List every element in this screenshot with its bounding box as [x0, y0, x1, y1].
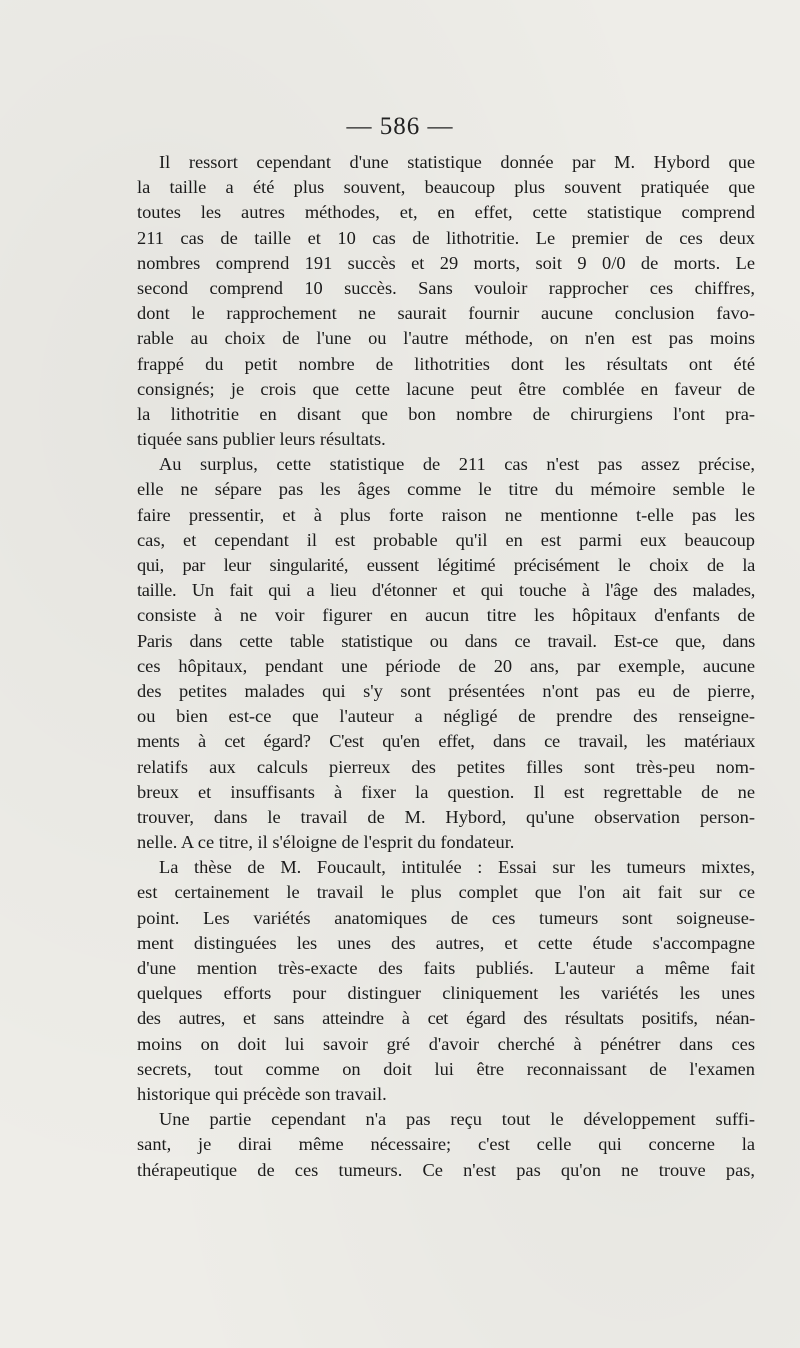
- text-line: la lithotritie en disant que bon nombre de chirurgiens l'ont pra-: [137, 403, 755, 424]
- text-line: secrets, tout comme on doit lui être reconnaissant de l'examen: [137, 1058, 755, 1079]
- text-line: Paris dans cette table statistique ou dans ce travail. Est-ce que, dans: [137, 630, 755, 651]
- text-line: historique qui précède son travail.: [137, 1083, 387, 1104]
- text-line: relatifs aux calculs pierreux des petites filles sont très-peu nom-: [137, 756, 755, 777]
- text-line: ments à cet égard? C'est qu'en effet, dans ce travail, les matériaux: [137, 731, 755, 752]
- text-line: quelques efforts pour distinguer cliniquement les variétés les unes: [137, 983, 755, 1004]
- text-line: tiquée sans publier leurs résultats.: [137, 429, 386, 450]
- text-line: point. Les variétés anatomiques de ces tumeurs sont soigneuse-: [137, 907, 755, 928]
- text-line: d'une mention très-exacte des faits publiés. L'auteur a même fait: [137, 958, 755, 978]
- text-line: elle ne sépare pas les âges comme le titre du mémoire semble le: [137, 479, 755, 500]
- paragraph-4: [137, 1107, 755, 1183]
- text-line: ces hôpitaux, pendant une période de 20 ans, par exemple, aucune: [137, 655, 755, 676]
- text-line: nelle. A ce titre, il s'éloigne de l'esprit du fondateur.: [137, 832, 515, 853]
- text-line: des autres, et sans atteindre à cet égard des résultats positifs, néan-: [137, 1008, 755, 1029]
- text-line: dont le rapprochement ne saurait fournir aucune conclusion favo-: [137, 303, 755, 324]
- text-line: rable au choix de l'une ou l'autre méthode, on n'en est pas moins: [137, 328, 755, 349]
- text-line: consignés; je crois que cette lacune peut être comblée en faveur de: [137, 378, 755, 399]
- text-line: ou bien est-ce que l'auteur a négligé de prendre des renseigne-: [137, 706, 755, 727]
- text-line: taille. Un fait qui a lieu d'étonner et qui touche à l'âge des malades,: [137, 580, 755, 601]
- text-line: Il ressort cependant d'une statistique donnée par M. Hybord que: [159, 152, 755, 172]
- text-line: nombres comprend 191 succès et 29 morts, soit 9 0/0 de morts. Le: [137, 252, 755, 273]
- text-line: second comprend 10 succès. Sans vouloir rapprocher ces chiffres,: [137, 277, 755, 298]
- text-line: breux et insuffisants à fixer la question. Il est regrettable de ne: [137, 781, 755, 802]
- text-line: moins on doit lui savoir gré d'avoir cherché à pénétrer dans ces: [137, 1033, 755, 1054]
- text-line: est certainement le travail le plus complet que l'on ait fait sur ce: [137, 882, 755, 903]
- paragraph-2: [137, 452, 755, 855]
- text-line: Au surplus, cette statistique de 211 cas n'est pas assez précise,: [159, 454, 755, 475]
- paragraph-1: [137, 150, 755, 452]
- text-line: des petites malades qui s'y sont présentées n'ont pas eu de pierre,: [137, 680, 755, 701]
- text-line: frappé du petit nombre de lithotrities dont les résultats ont été: [137, 353, 755, 374]
- text-line: la taille a été plus souvent, beaucoup plus souvent pratiquée que: [137, 177, 755, 198]
- text-line: Une partie cependant n'a pas reçu tout le développement suffi-: [159, 1109, 755, 1130]
- text-line: thérapeutique de ces tumeurs. Ce n'est pas qu'on ne trouve pas,: [137, 1159, 755, 1180]
- text-line: consiste à ne voir figurer en aucun titre les hôpitaux d'enfants de: [137, 605, 755, 626]
- text-line: trouver, dans le travail de M. Hybord, qu'une observation person-: [137, 806, 755, 827]
- text-line: cas, et cependant il est probable qu'il en est parmi eux beaucoup: [137, 529, 755, 550]
- text-line: 211 cas de taille et 10 cas de lithotritie. Le premier de ces deux: [137, 227, 755, 248]
- text-line: ment distinguées les unes des autres, et cette étude s'accompagne: [137, 932, 755, 953]
- text-line: qui, par leur singularité, eussent légitimé précisément le choix de la: [137, 555, 755, 575]
- text-line: faire pressentir, et à plus forte raison ne mentionne t-elle pas les: [137, 504, 755, 525]
- text-line: toutes les autres méthodes, et, en effet, cette statistique comprend: [137, 202, 755, 223]
- text-line: sant, je dirai même nécessaire; c'est celle qui concerne la: [137, 1134, 755, 1155]
- paragraph-3: [137, 855, 755, 1107]
- page-number: — 586 —: [346, 113, 454, 140]
- body-text: [137, 150, 755, 1183]
- text-line: La thèse de M. Foucault, intitulée : Essai sur les tumeurs mixtes,: [159, 857, 755, 878]
